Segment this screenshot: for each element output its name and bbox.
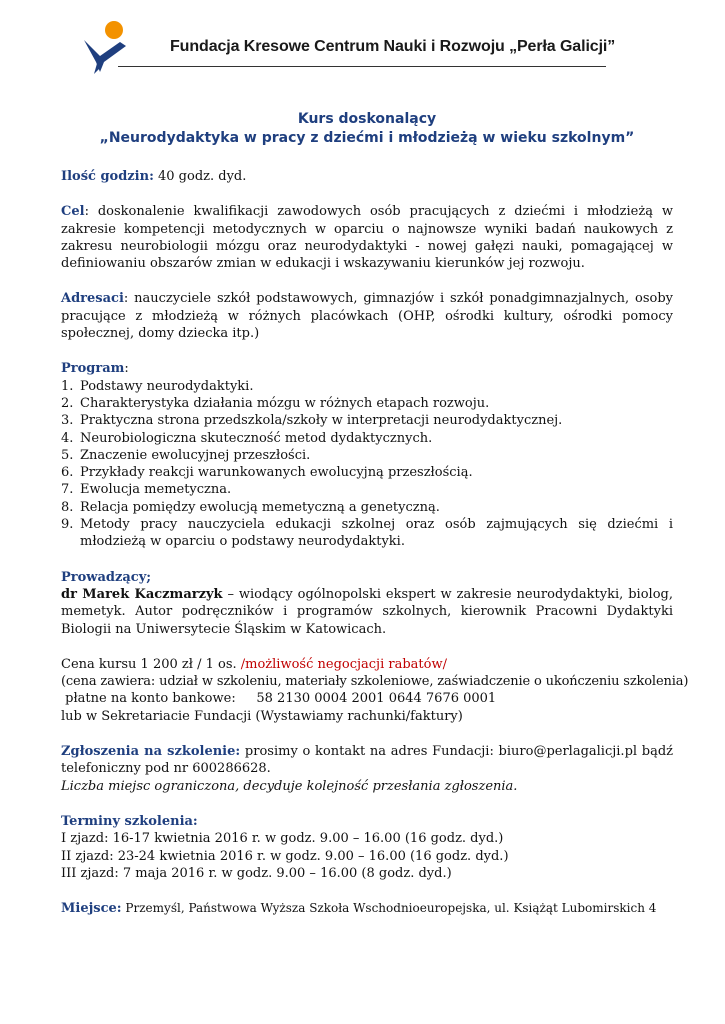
schedule-item: III zjazd: 7 maja 2016 r. w godz. 9.00 – 16.00 (8 godz. dyd.) — [61, 865, 452, 881]
goal-text: : doskonalenie kwalifikacji zawodowych osób pracujących z dziećmi i młodzieżą w zakresie kompetencji metodycznych w oparciu o najnowsze wyniki badań naukowych z zakresu neurobiologii mózgu oraz neurodydaktyki - nowej gałęzi nauki, pomagającej w definiowaniu obszarów zmian w edukacji i wskazywaniu kierunków jej rozwoju. — [61, 204, 673, 272]
program-item: 4. Neurobiologiczna skuteczność metod dydaktycznych. — [61, 430, 433, 446]
audience-label: Adresaci — [61, 291, 124, 307]
program-item: 1. Podstawy neurodydaktyki. — [61, 378, 254, 394]
schedule-section — [61, 813, 673, 882]
hours-label: Ilość godzin: — [61, 169, 154, 184]
price-includes: (cena zawiera: udział w szkoleniu, materiały szkoleniowe, zaświadczenie o ukończeniu szkolenia) — [61, 674, 689, 690]
program-list — [61, 378, 673, 551]
venue-section — [61, 900, 673, 917]
instructor-name: dr Marek Kaczmarzyk — [61, 586, 223, 602]
program-label: Program — [61, 361, 125, 377]
program-section: Program: 1. Podstawy neurodydaktyki. 2. Charakterystyka działania mózgu w różnych etapach rozwoju. 3. Praktyczna strona przedszkola/szkoły w interpretacji neurodydaktycznej. 4. Neurobiologiczna skuteczność metod dydaktycznych. 5. Znaczenie ewolucyjnej przeszłości. 6. Przykłady reakcji warunkowanych ewolucyjną przeszłością. 7. Ewolucja memetyczna. 8. Relacja pomiędzy ewolucją memetyczną a genetyczną. 9. Metody pracy nauczyciela edukacji szkolnej oraz osób zajmujących się dziećmi i młodzieżą w oparciu o podstawy neurodydaktyki. — [61, 361, 673, 550]
price-text: Cena kursu 1 200 zł / 1 os. — [61, 656, 241, 672]
registration-text: prosimy o kontakt na adres Fundacji: biuro@perlagalicji.pl bądź telefoniczny pod nr 600286628. — [61, 744, 674, 777]
hours-value: 40 godz. dyd. — [153, 169, 247, 184]
audience-text: : nauczyciele szkół podstawowych, gimnazjów i szkół ponadgimnazjalnych, osoby pracujące z młodzieżą w różnych placówkach (OHP, ośrodki kultury, ośrodki pomocy społecznej, domy dziecka itp.) — [61, 291, 673, 342]
payment-office: lub w Sekretariacie Fundacji (Wystawiamy rachunki/faktury) — [61, 708, 463, 724]
instructor-bio: – wiodący ogólnopolski ekspert w zakresie neurodydaktyki, biolog, memetyk. Autor podręczników i programów szkolnych, kierownik Pracowni Dydaktyki Biologii na Uniwersytecie Śląskim w Katowicach. — [61, 586, 673, 637]
organization-name: Fundacja Kresowe Centrum Nauki i Rozwoju „Perła Galicji” — [170, 38, 616, 55]
registration-section — [61, 743, 673, 795]
discount-note: /możliwość negocjacji rabatów/ — [240, 656, 447, 672]
instructor-section — [61, 569, 673, 638]
course-title-block — [61, 110, 673, 148]
instructor-label: Prowadzący; — [61, 569, 152, 585]
registration-label: Zgłoszenia na szkolenie: — [61, 744, 241, 760]
course-kind: Kurs doskonalący — [297, 111, 437, 127]
program-item: 9. Metody pracy nauczyciela edukacji szkolnej oraz osób zajmujących się dziećmi i młodzieżą w oparciu o podstawy neurodydaktyki. — [61, 517, 673, 550]
schedule-item: I zjazd: 16-17 kwietnia 2016 r. w godz. 9.00 – 16.00 (16 godz. dyd.) — [61, 831, 504, 847]
registration-note: Liczba miejsc ograniczona, decyduje kolejność przesłania zgłoszenia. — [61, 778, 518, 794]
hours-section — [61, 168, 673, 185]
venue-text: Przemyśl, Państwowa Wyższa Szkoła Wschodnioeuropejska, ul. Książąt Lubomirskich 4 — [121, 901, 657, 916]
goal-section — [61, 203, 673, 272]
document-content — [61, 110, 689, 935]
bank-account: płatne na konto bankowe: 58 2130 0004 2001 0644 7676 0001 — [61, 691, 497, 707]
course-title: „Neurodydaktyka w pracy z dziećmi i młodzieżą w wieku szkolnym” — [99, 130, 635, 146]
header-divider — [118, 66, 606, 67]
logo-sun-icon — [105, 21, 123, 39]
program-item: 8. Relacja pomiędzy ewolucją memetyczną a genetyczną. — [61, 499, 440, 515]
price-section — [61, 656, 689, 725]
venue-label: Miejsce: — [61, 901, 122, 917]
program-item: 3. Praktyczna strona przedszkola/szkoły w interpretacji neurodydaktycznej. — [61, 413, 563, 429]
goal-label: Cel — [61, 204, 85, 220]
schedule-label: Terminy szkolenia: — [61, 813, 198, 829]
program-item: 5. Znaczenie ewolucyjnej przeszłości. — [61, 447, 311, 463]
logo-figure-icon — [84, 40, 126, 72]
program-item: 2. Charakterystyka działania mózgu w różnych etapach rozwoju. — [61, 395, 490, 411]
schedule-item: II zjazd: 23-24 kwietnia 2016 r. w godz. 9.00 – 16.00 (16 godz. dyd.) — [61, 848, 509, 864]
audience-section — [61, 290, 673, 342]
program-item: 7. Ewolucja memetyczna. — [61, 482, 232, 498]
program-item: 6. Przykłady reakcji warunkowanych ewolucyjną przeszłością. — [61, 465, 473, 481]
